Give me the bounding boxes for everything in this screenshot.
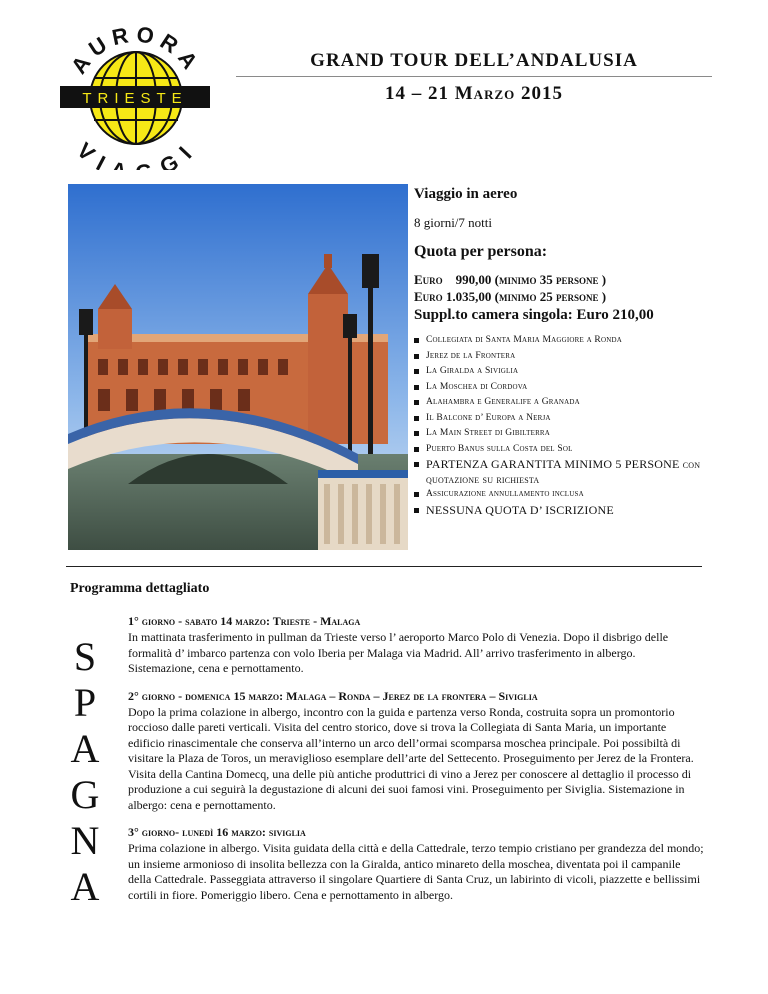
day-heading: 3° giorno- lunedì 16 marzo: siviglia xyxy=(128,825,306,839)
list-item: Puerto Banus sulla Costa del Sol xyxy=(414,442,724,458)
highlights-list xyxy=(414,333,724,518)
trip-info xyxy=(414,186,724,518)
list-item: La Main Street di Gibilterra xyxy=(414,426,724,442)
side-letter: A xyxy=(70,726,100,771)
side-letter: P xyxy=(73,680,97,725)
list-item: Collegiata di Santa Maria Maggiore a Ronda xyxy=(414,333,724,349)
no-fee-note: NESSUNA QUOTA D’ ISCRIZIONE xyxy=(414,503,724,518)
day-text: Prima colazione in albergo. Visita guidata della città e della Cattedrale, terzo tempio cristiano per grandezza del mondo; un insieme armonioso di insolita bellezza con la Giralda, antico minareto della moschea, diventata poi il campanile della Cattedrale. Passeggiata attraverso il singolare Quartiere di Santa Cruz, un labirinto di vicoli, piazzette e bellissimi cortili in fiore. Pomeriggio libero. Cena e pernottamento in albergo. xyxy=(128,841,704,902)
side-letter: S xyxy=(73,634,97,679)
day-3 xyxy=(128,825,704,903)
logo-bottom-text: VI GI xyxy=(72,137,201,170)
day-heading: 1° giorno - sabato 14 marzo: Trieste - Malaga xyxy=(128,614,361,628)
plaza-de-espana-photo xyxy=(68,184,408,550)
list-item: Alahambra e Generalife a Granada xyxy=(414,395,724,411)
day-heading: 2° giorno - domenica 15 marzo: Malaga – Ronda – Jerez de la frontera – Siviglia xyxy=(128,688,538,703)
price-25-persons: Euro 1.035,00 (minimo 25 persone ) xyxy=(414,289,607,304)
guarantee-note: PARTENZA GARANTITA MINIMO 5 PERSONE con quotazione su richiesta xyxy=(414,457,724,487)
quota-label: Quota per persona: xyxy=(414,243,548,260)
list-item: Il Balcone d’ Europa a Nerja xyxy=(414,411,724,427)
aurora-viaggi-logo xyxy=(48,22,220,170)
list-item: Jerez de la Frontera xyxy=(414,349,724,365)
duration: 8 giorni/7 notti xyxy=(414,215,492,230)
day-text: Dopo la prima colazione in albergo, incontro con la guida e partenza verso Ronda, costruita sopra un promontorio roccioso dalle pareti verticali. Visita del centro storico, dove si trova la Collegiata di Santa Maria, un importante edificio rinascimentale che conserva all’interno un arco dell’ormai scomparsa moschea principale. Poi possibiltà di visitare la Plaza de Toros, un meraviglioso esemplare dell’arte del Settecento. Proseguimento per Jerez de la Frontera. Visita della Cantina Domecq, una delle più antiche produttrici di vino a Jerez per conoscere al dettaglio il processo di produzione a cui seguirà la degustazione di alcuni dei suoi famosi vini. Proseguimento per Siviglia. Sistemazione in albergo: cena e pernottamento. xyxy=(128,704,694,812)
day-2 xyxy=(128,689,704,814)
list-item: La Giralda a Siviglia xyxy=(414,364,724,380)
logo-top-text: AURORA xyxy=(65,22,207,79)
section-divider xyxy=(66,566,702,567)
logo-band-text: TRIESTE xyxy=(82,90,188,107)
list-item: La Moschea di Cordova xyxy=(414,380,724,396)
page-header xyxy=(236,50,712,105)
day-text: In mattinata trasferimento in pullman da Trieste verso l’ aeroporto Marco Polo di Venezia. Dopo il disbrigo delle formalità d’ imbarco partenza con volo Iberia per Malaga via Madrid. All’ arrivo trasferimento in albergo. Sistemazione, cena e pernottamento. xyxy=(128,630,669,675)
single-supplement: Suppl.to camera singola: Euro 210,00 xyxy=(414,307,654,323)
side-letter: A xyxy=(70,864,100,909)
side-letter: G xyxy=(70,772,100,817)
insurance-note: Assicurazione annullamento inclusa xyxy=(414,487,724,503)
travel-mode: Viaggio in aereo xyxy=(414,186,518,202)
programme-days xyxy=(128,614,704,915)
spagna-vertical-text xyxy=(60,634,110,910)
page-title: GRAND TOUR DELL’ANDALUSIA xyxy=(236,50,712,77)
day-1 xyxy=(128,614,704,677)
tour-dates: 14 – 21 Marzo 2015 xyxy=(385,83,563,104)
side-letter: N xyxy=(70,818,100,863)
price-35-persons: Euro 990,00 (minimo 35 persone ) xyxy=(414,272,607,287)
programme-title: Programma dettagliato xyxy=(70,581,210,596)
